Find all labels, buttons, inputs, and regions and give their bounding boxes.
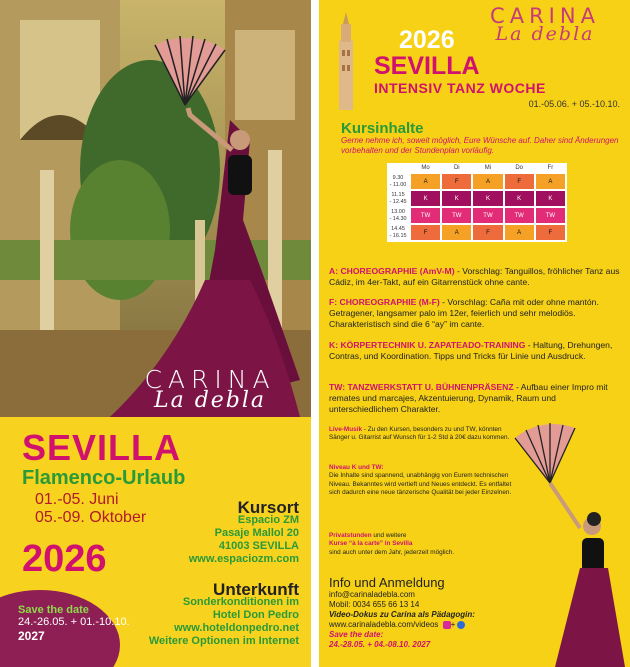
schedule-cell: F <box>441 173 472 190</box>
schedule-cell: F <box>472 224 503 241</box>
phone-number: Mobil: 0034 655 66 13 14 <box>329 600 420 609</box>
kursort-block: Kursort Espacio ZM Pasaje Mallol 20 41003 SEVILLA www.espaciozm.com <box>188 498 299 565</box>
live-music-note: Live-Musik - Zu den Kursen, besonders zu und TW, könnten Sänger u. Gitarrist auf Wunsch für 1-2 Std à 20€ dazu kommen. <box>329 426 510 442</box>
right-panel <box>319 0 630 667</box>
videos-link[interactable]: www.carinaladebla.com/videos <box>329 620 439 629</box>
schedule-row <box>387 207 566 224</box>
workshop-title: INTENSIV TANZ WOCHE <box>374 80 546 96</box>
schedule-cell: A <box>535 173 566 190</box>
schedule-cell: K <box>535 190 566 207</box>
city-title-right: SEVILLA <box>374 52 480 80</box>
dancer-with-fan-image <box>500 418 630 667</box>
schedule-cell: TW <box>410 207 441 224</box>
schedule-cell: TW <box>535 207 566 224</box>
hotel-link[interactable]: www.hoteldonpedro.net <box>174 622 299 634</box>
info-heading: Info und Anmeldung <box>329 575 445 590</box>
kursort-link[interactable]: www.espaciozm.com <box>188 553 299 565</box>
year: 2026 <box>22 538 107 580</box>
workshop-dates: 01.-05.06. + 05.-10.10. <box>528 99 620 109</box>
time-slot: 13.00 - 14.30 <box>389 208 407 222</box>
schedule-cell: K <box>410 190 441 207</box>
kursinhalte-heading: Kursinhalte <box>341 120 424 137</box>
panel-divider <box>311 0 319 667</box>
privat-note: Privatstunden und weitere Kurse “à la carte” in Sevilla sind auch unter dem Jahr, jederzeit möglich. <box>329 532 455 556</box>
schedule-cell: A <box>472 173 503 190</box>
unterkunft-block: Unterkunft Sonderkonditionen im Hotel Don Pedro www.hoteldonpedro.net Weitere Optionen im Internet <box>148 580 299 647</box>
schedule-row <box>387 224 566 241</box>
plus-separator: + <box>450 620 456 629</box>
niveau-note: Niveau K und TW: Die Inhalte sind spannend, unabhängig von Eurem technischen Niveau. Bekanntes wird vertieft und Neues entdeckt. Es entfaltet sich dadurch eine neue tänzerische Qualität bei jeder Einzelnen. <box>329 464 512 497</box>
schedule-cell: F <box>410 224 441 241</box>
day-header: Do <box>504 163 535 173</box>
day-header: Fr <box>535 163 566 173</box>
event-dates: 01.-05. Juni 05.-09. Oktober <box>35 491 147 526</box>
day-header: Mo <box>410 163 441 173</box>
schedule-cell: A <box>504 224 535 241</box>
schedule-cell: K <box>441 190 472 207</box>
schedule-cell: TW <box>441 207 472 224</box>
schedule-row <box>387 190 566 207</box>
course-item-tw: TW: TANZWERKSTATT U. BÜHNENPRÄSENZ - Aufbau einer Impro mit remates und marcajes, Akzentuierung, Dynamik, Raum und unterschiedlichem Charakter. <box>329 382 608 414</box>
day-header: Di <box>441 163 472 173</box>
course-item-f: F: CHOREOGRAPHIE (M-F) - Vorschlag: Caña mit oder ohne mantón. Getragener, langsamer palo im 12er, feierlich und sehr melodiös. Charakteristisch sind die 6 “ay” im cante. <box>329 297 599 329</box>
giralda-tower-icon <box>329 10 363 110</box>
contact-block: info@carinaladebla.com Mobil: 0034 655 66 13 14 Video-Dokus zu Carina als Pädagogin: www.carinaladebla.com/videos + Save the date: 24.-28.05. + 04.-08.10. 2027 <box>329 590 475 649</box>
save-the-date-text: Save the date 24.-26.05. + 01.-10.10. 2027 <box>18 604 130 643</box>
time-slot: 14.45 - 16.15 <box>389 225 407 239</box>
schedule-cell: A <box>441 224 472 241</box>
time-slot: 11.15 - 12.45 <box>389 191 407 205</box>
brand-logo-right: CARINA La debla <box>490 4 600 45</box>
time-slot: 9.30 - 11.00 <box>389 174 407 188</box>
dancer-photo <box>0 0 311 417</box>
year-right: 2026 <box>399 26 455 54</box>
course-item-k: K: KÖRPERTECHNIK U. ZAPATEADO-TRAINING - Haltung, Drehungen, Contras, und Koordination. Tipps und Tricks für Linie und Ausdruck. <box>329 340 613 361</box>
kursinhalte-note: Gerne nehme ich, soweit möglich, Eure Wünsche auf. Daher sind Änderungen vorbehalten und der Stundenplan vorläufig. <box>341 136 619 155</box>
schedule-cell: F <box>535 224 566 241</box>
city-title: SEVILLA <box>22 427 182 468</box>
email-link[interactable]: info@carinaladebla.com <box>329 590 415 599</box>
instagram-icon[interactable] <box>443 621 451 629</box>
schedule-cell: F <box>504 173 535 190</box>
schedule-cell: TW <box>472 207 503 224</box>
schedule-table <box>387 163 567 242</box>
schedule-cell: K <box>472 190 503 207</box>
course-item-a: A: CHOREOGRAPHIE (AmV-M) - Vorschlag: Tanguillos, fröhlicher Tanz aus Cádiz, im 4er-Takt, auf ein Gitarrenstück ohne cante. <box>329 266 620 287</box>
schedule-cell: A <box>410 173 441 190</box>
schedule-row <box>387 173 566 190</box>
day-header: Mi <box>472 163 503 173</box>
left-panel <box>0 0 311 667</box>
facebook-icon[interactable] <box>457 621 465 629</box>
brand-logo: CARINA La debla <box>144 365 276 413</box>
schedule-cell: K <box>504 190 535 207</box>
schedule-cell: TW <box>504 207 535 224</box>
subtitle: Flamenco-Urlaub <box>22 467 186 489</box>
